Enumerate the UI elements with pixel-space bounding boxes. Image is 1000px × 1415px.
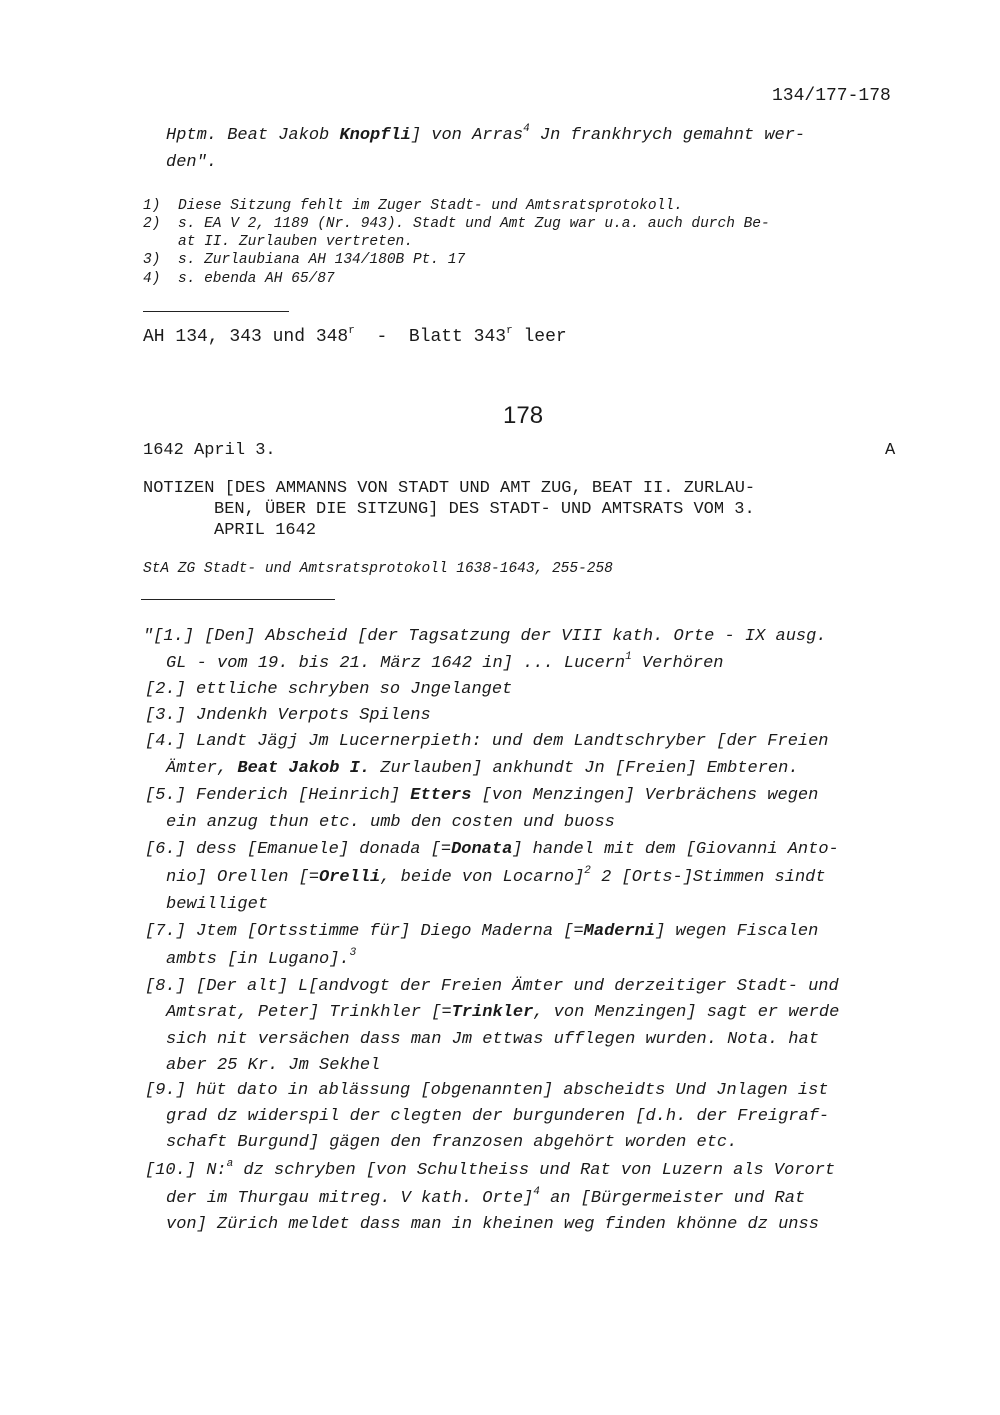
footnote-3: 3) s. Zurlaubiana AH 134/180B Pt. 17 — [143, 252, 466, 268]
entry-7-line-1: [7.] Jtem [Ortsstimme für] Diego Maderna [=Maderni] wegen Fiscalen — [145, 922, 819, 941]
entry-9-line-2: grad dz widerspil der clegten der burgunderen [d.h. der Freigraf- — [166, 1107, 830, 1126]
entry-9-line-3: schaft Burgund] gägen den franzosen abgehört worden etc. — [166, 1133, 738, 1152]
document-title-line-1: NOTIZEN [DES AMMANNS VON STADT UND AMT ZUG, BEAT II. ZURLAU- — [143, 479, 756, 498]
entry-10-line-2: der im Thurgau mitreg. V kath. Orte]$^4$ an [Bürgermeister und Rat — [166, 1186, 806, 1208]
divider-rule-1 — [143, 311, 289, 312]
entry-8-line-3: sich nit versächen dass man Jm ettwas ufflegen wurden. Nota. hat — [166, 1030, 819, 1049]
document-type-letter: A — [885, 441, 896, 460]
page-reference: 134/177-178 — [772, 86, 891, 106]
entry-1-line-1: "[1.] [Den] Abscheid [der Tagsatzung der VIII kath. Orte - IX ausg. — [143, 627, 827, 646]
source-line: AH 134, 343 und 348$^r$ - Blatt 343$^r$ leer — [143, 325, 567, 347]
document-title-line-3: APRIL 1642 — [214, 521, 317, 540]
entry-5-line-2: ein anzug thun etc. umb den costen und buoss — [166, 813, 615, 832]
prev-doc-line-2: den". — [166, 153, 218, 172]
archive-reference: StA ZG Stadt- und Amtsratsprotokoll 1638-1643, 255-258 — [143, 561, 613, 577]
prev-doc-line-1: Hptm. Beat Jakob Knopfli] von Arras$^4$ Jn frankhrych gemahnt wer- — [166, 123, 806, 145]
entry-4-line-2: Ämter, Beat Jakob I. Zurlauben] ankhundt Jn [Freien] Embteren. — [166, 759, 799, 778]
entry-6-line-3: bewilliget — [166, 895, 269, 914]
entry-10-line-3: von] Zürich meldet dass man in kheinen weg finden khönne dz unss — [166, 1215, 819, 1234]
document-number: 178 — [503, 402, 544, 429]
entry-8-line-2: Amtsrat, Peter] Trinkhler [=Trinkler, von Menzingen] sagt er werde — [166, 1003, 840, 1022]
entry-2: [2.] ettliche schryben so Jngelanget — [145, 680, 513, 699]
entry-4-line-1: [4.] Landt Jägj Jm Lucernerpieth: und dem Landtschryber [der Freien — [145, 732, 829, 751]
entry-8-line-4: aber 25 Kr. Jm Sekhel — [166, 1056, 381, 1075]
entry-6-line-2: nio] Orellen [=Orelli, beide von Locarno]$^2$ 2 [Orts-]Stimmen sindt — [166, 865, 826, 887]
footnote-2-cont: at II. Zurlauben vertreten. — [178, 234, 413, 250]
document-title-line-2: BEN, ÜBER DIE SITZUNG] DES STADT- UND AMTSRATS VOM 3. — [214, 500, 755, 519]
document-date: 1642 April 3. — [143, 441, 276, 460]
footnote-4: 4) s. ebenda AH 65/87 — [143, 271, 335, 287]
entry-7-line-2: ambts [in Lugano].$^3$ — [166, 947, 357, 969]
entry-8-line-1: [8.] [Der alt] L[andvogt der Freien Ämter und derzeitiger Stadt- und — [145, 977, 839, 996]
footnote-1: 1) Diese Sitzung fehlt im Zuger Stadt- und Amtsratsprotokoll. — [143, 198, 683, 214]
entry-3: [3.] Jndenkh Verpots Spilens — [145, 706, 431, 725]
divider-rule-2 — [141, 599, 335, 600]
entry-10-line-1: [10.] N:$^a$ dz schryben [von Schultheiss und Rat von Luzern als Vorort — [145, 1158, 836, 1180]
entry-1-line-2: GL - vom 19. bis 21. März 1642 in] ... Lucern$^1$ Verhören — [166, 651, 724, 673]
entry-9-line-1: [9.] hüt dato in ablässung [obgenannten] abscheidts Und Jnlagen ist — [145, 1081, 829, 1100]
entry-5-line-1: [5.] Fenderich [Heinrich] Etters [von Menzingen] Verbrächens wegen — [145, 786, 819, 805]
footnote-2: 2) s. EA V 2, 1189 (Nr. 943). Stadt und Amt Zug war u.a. auch durch Be- — [143, 216, 770, 232]
entry-6-line-1: [6.] dess [Emanuele] donada [=Donata] handel mit dem [Giovanni Anto- — [145, 840, 839, 859]
